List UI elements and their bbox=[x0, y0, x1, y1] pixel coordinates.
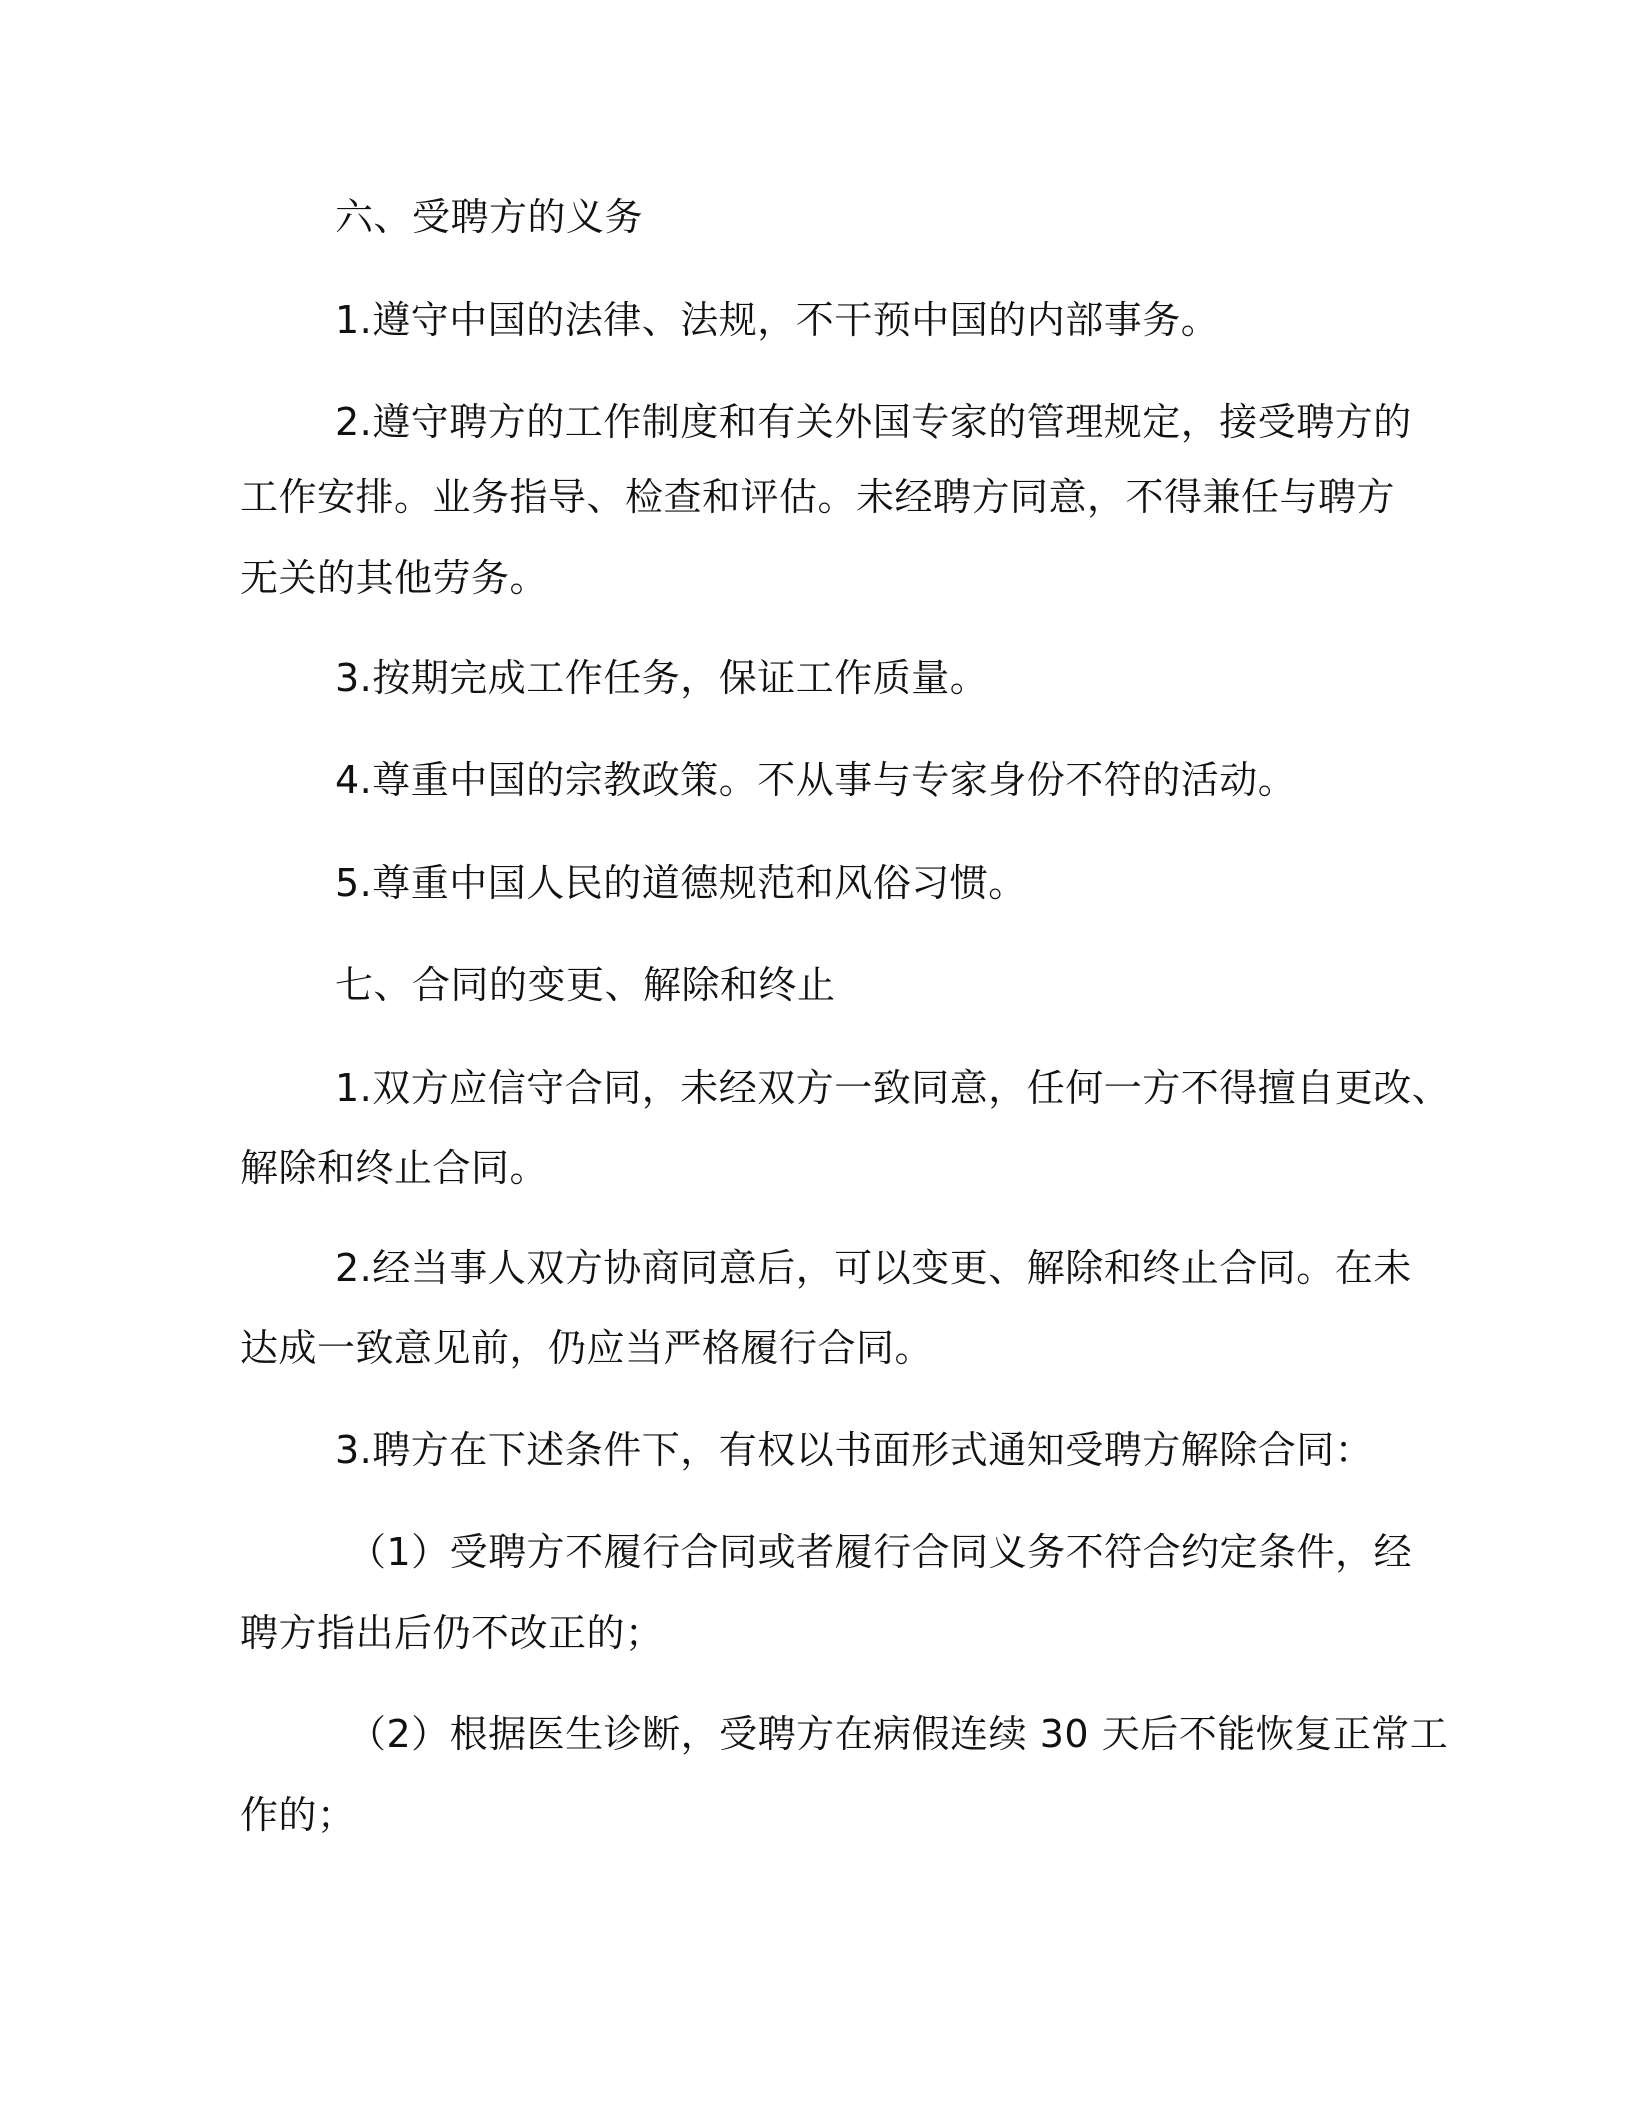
section-7-sub-2-line-1: （2）根据医生诊断，受聘方在病假连续 30 天后不能恢复正常工 bbox=[348, 1712, 1449, 1756]
section-7-item-1-line-1: 1.双方应信守合同，未经双方一致同意，任何一方不得擅自更改、 bbox=[335, 1066, 1451, 1110]
section-6-item-4: 4.尊重中国的宗教政策。不从事与专家身份不符的活动。 bbox=[335, 758, 1297, 802]
section-7-item-2-line-1: 2.经当事人双方协商同意后，可以变更、解除和终止合同。在未 bbox=[335, 1246, 1412, 1290]
section-7-sub-1-line-1: （1）受聘方不履行合同或者履行合同义务不符合约定条件，经 bbox=[348, 1530, 1413, 1574]
section-6-item-1: 1.遵守中国的法律、法规，不干预中国的内部事务。 bbox=[335, 298, 1220, 342]
section-6-item-5: 5.尊重中国人民的道德规范和风俗习惯。 bbox=[335, 861, 1027, 905]
section-6-item-2-line-1: 2.遵守聘方的工作制度和有关外国专家的管理规定，接受聘方的 bbox=[335, 400, 1412, 444]
section-7-sub-2-line-2: 作的； bbox=[240, 1793, 356, 1837]
section-6-item-2-line-2: 工作安排。业务指导、检查和评估。未经聘方同意，不得兼任与聘方 bbox=[240, 475, 1396, 519]
section-7-sub-1-line-2: 聘方指出后仍不改正的； bbox=[240, 1611, 664, 1655]
section-7-item-2-line-2: 达成一致意见前，仍应当严格履行合同。 bbox=[240, 1326, 934, 1370]
section-7-heading: 七、合同的变更、解除和终止 bbox=[335, 963, 836, 1007]
section-6-item-3: 3.按期完成工作任务，保证工作质量。 bbox=[335, 656, 989, 700]
section-7-item-3: 3.聘方在下述条件下，有权以书面形式通知受聘方解除合同： bbox=[335, 1428, 1374, 1472]
section-6-heading: 六、受聘方的义务 bbox=[335, 195, 644, 239]
section-6-item-2-line-3: 无关的其他劳务。 bbox=[240, 556, 549, 600]
section-7-item-1-line-2: 解除和终止合同。 bbox=[240, 1146, 549, 1190]
